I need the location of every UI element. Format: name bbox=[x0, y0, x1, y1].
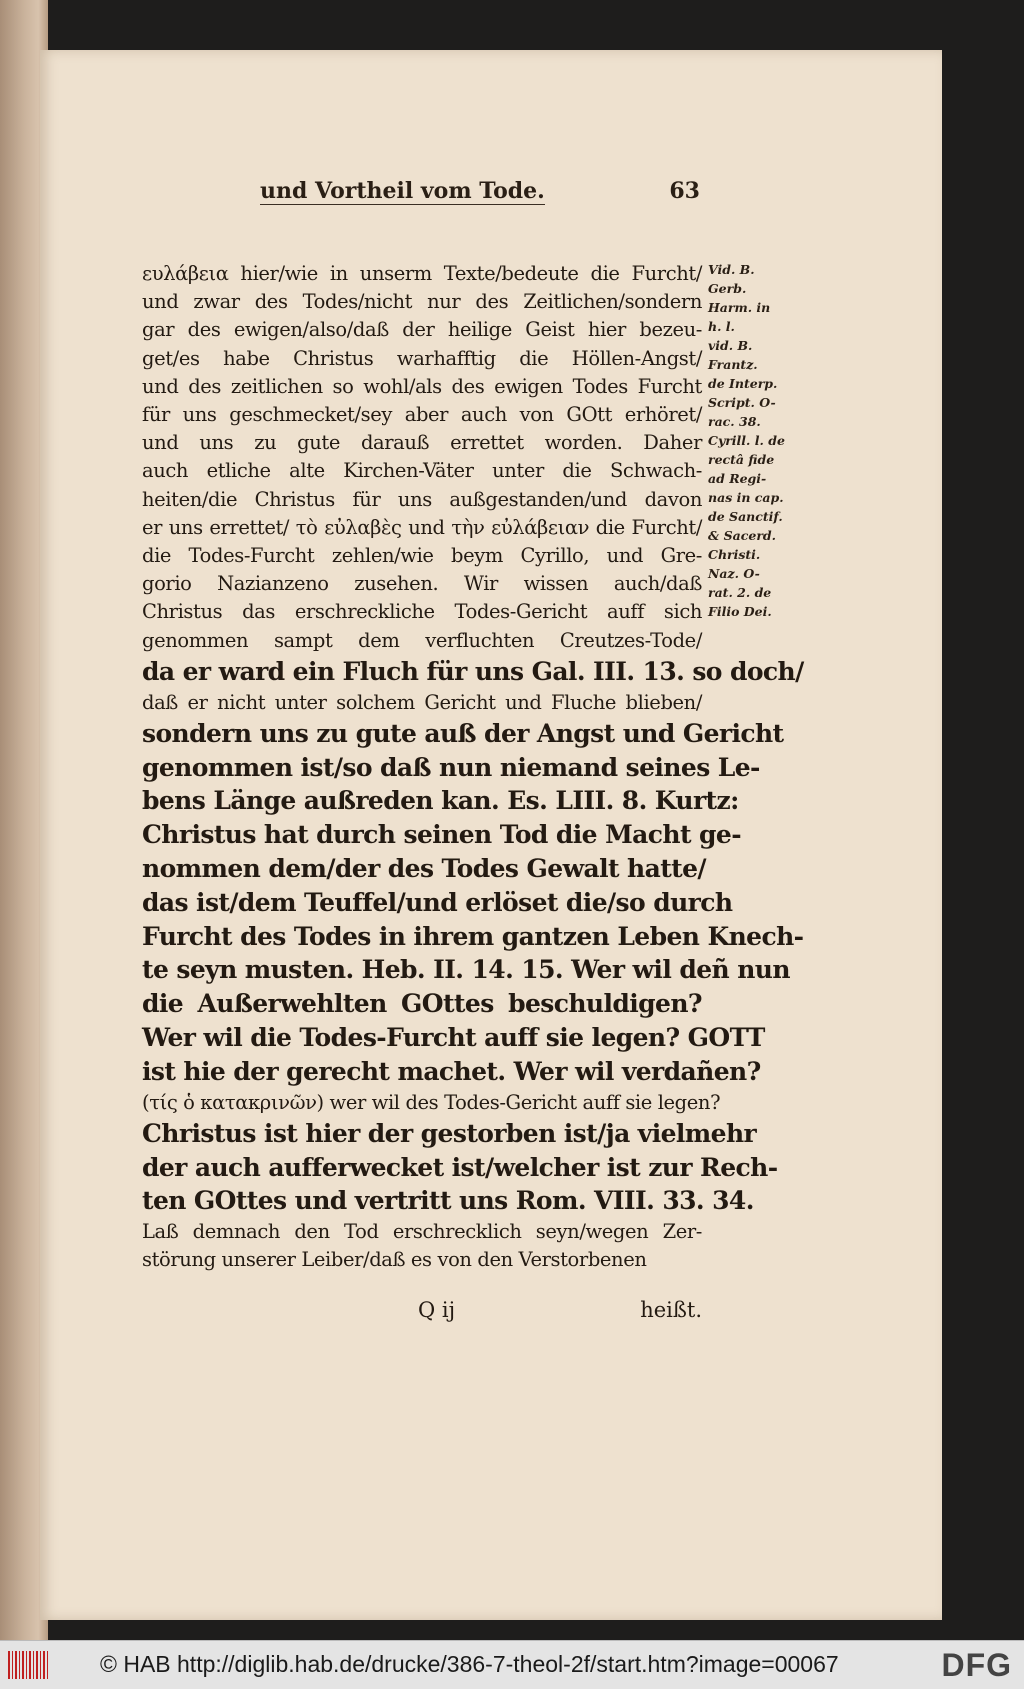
dfg-logo: DFG bbox=[941, 1647, 1012, 1683]
text-line: (τίς ὁ κατακρινῶν) wer wil des Todes-Gericht auff sie legen? bbox=[142, 1090, 721, 1114]
text-line: und des zeitlichen so wohl/als des ewigen Todes Furcht bbox=[142, 374, 702, 398]
text-line: und uns zu gute darauß errettet worden. Daher bbox=[142, 431, 702, 455]
marginal-line: rac. 38. bbox=[708, 414, 761, 429]
text-line: Wer wil die Todes-Furcht auff sie legen? GOTT bbox=[142, 1023, 765, 1053]
text-line: störung unserer Leiber/daß es von den Verstorbenen bbox=[142, 1248, 647, 1272]
marginal-line: rat. 2. de bbox=[708, 585, 772, 600]
footer-bar bbox=[0, 1640, 1024, 1689]
marginal-line: rectâ fide bbox=[708, 452, 775, 467]
marginal-line: Filio Dei. bbox=[708, 604, 772, 619]
text-line: daß er nicht unter solchem Gericht und Fluche blieben/ bbox=[142, 690, 702, 714]
marginal-line: Frantz. bbox=[708, 357, 758, 372]
text-line: die Außerwehlten GOttes beschuldigen? bbox=[142, 989, 702, 1019]
text-line: er uns errettet/ τὸ εὐλαβὲς und τὴν εὐλάβειαν die Furcht/ bbox=[142, 515, 702, 539]
marginal-line: vid. B. bbox=[708, 338, 753, 353]
marginal-line: de Interp. bbox=[708, 376, 778, 391]
text-line: ευλάβεια hier/wie in unserm Texte/bedeute die Furcht/ bbox=[142, 262, 702, 285]
text-line: auch etliche alte Kirchen-Väter unter die Schwach- bbox=[142, 459, 702, 483]
marginal-line: Gerb. bbox=[708, 281, 747, 296]
text-line: gorio Nazianzeno zusehen. Wir wissen auch/daß bbox=[142, 572, 702, 596]
signature-mark: Q ij bbox=[418, 1298, 456, 1322]
text-line: get/es habe Christus warhafftig die Höllen-Angst/ bbox=[142, 346, 702, 370]
marginal-line: Harm. in bbox=[708, 300, 771, 315]
text-line: bens Länge außreden kan. Es. LIII. 8. Kurtz: bbox=[142, 786, 739, 816]
text-line: genommen ist/so daß nun niemand seines Le- bbox=[142, 752, 760, 782]
marginal-line: Script. O- bbox=[708, 395, 776, 410]
text-line: Christus ist hier der gestorben ist/ja vielmehr bbox=[142, 1118, 757, 1148]
marginal-line: & Sacerd. bbox=[708, 528, 777, 543]
page-foot-row bbox=[142, 1298, 702, 1328]
text-line: Christus das erschreckliche Todes-Gericht auff sich bbox=[142, 600, 702, 624]
text-line: heiten/die Christus für uns außgestanden/und davon bbox=[142, 487, 702, 511]
text-line: das ist/dem Teuffel/und erlöset die/so durch bbox=[142, 887, 733, 917]
page-header bbox=[260, 178, 700, 205]
marginal-line: Vid. B. bbox=[708, 262, 755, 277]
running-head: und Vortheil vom Tode. bbox=[260, 178, 545, 204]
barcode-icon bbox=[8, 1651, 48, 1679]
text-line: ten GOttes und vertritt uns Rom. VIII. 33. 34. bbox=[142, 1186, 754, 1216]
text-line: Laß demnach den Tod erschrecklich seyn/wegen Zer- bbox=[142, 1220, 702, 1244]
copyright-link[interactable]: © HAB http://diglib.hab.de/drucke/386-7-theol-2f/start.htm?image=00067 bbox=[100, 1651, 839, 1677]
text-line: Furcht des Todes in ihrem gantzen Leben Knech- bbox=[142, 921, 804, 951]
page-number: 63 bbox=[669, 178, 700, 204]
marginal-line: h. l. bbox=[708, 319, 735, 334]
text-line: genommen sampt dem verfluchten Creutzes-Tode/ bbox=[142, 628, 702, 652]
marginal-line: nas in cap. bbox=[708, 490, 784, 505]
marginal-line: Naz. O- bbox=[708, 566, 760, 581]
marginal-line: de Sanctif. bbox=[708, 509, 783, 524]
text-line: gar des ewigen/also/daß der heilige Geist hier bezeu- bbox=[142, 318, 702, 342]
text-line: die Todes-Furcht zehlen/wie beym Cyrillo, und Gre- bbox=[142, 544, 702, 568]
text-line: sondern uns zu gute auß der Angst und Gericht bbox=[142, 718, 784, 748]
marginal-line: ad Regi- bbox=[708, 471, 767, 486]
text-line: te seyn musten. Heb. II. 14. 15. Wer wil deñ nun bbox=[142, 955, 790, 985]
text-line: nommen dem/der des Todes Gewalt hatte/ bbox=[142, 854, 706, 884]
marginal-line: Christi. bbox=[708, 547, 761, 562]
text-line: der auch aufferwecket ist/welcher ist zur Rech- bbox=[142, 1152, 778, 1182]
text-line: Christus hat durch seinen Tod die Macht ge- bbox=[142, 820, 741, 850]
text-line: da er ward ein Fluch für uns Gal. III. 13. so doch/ bbox=[142, 656, 804, 686]
text-line: ist hie der gerecht machet. Wer wil verdañen? bbox=[142, 1056, 761, 1086]
text-line: und zwar des Todes/nicht nur des Zeitlichen/sondern bbox=[142, 290, 702, 314]
marginal-note bbox=[708, 260, 788, 621]
marginal-line: Cyrill. l. de bbox=[708, 433, 785, 448]
catchword: heißt. bbox=[640, 1298, 702, 1322]
text-line: für uns geschmecket/sey aber auch von GOtt erhöret/ bbox=[142, 403, 702, 427]
